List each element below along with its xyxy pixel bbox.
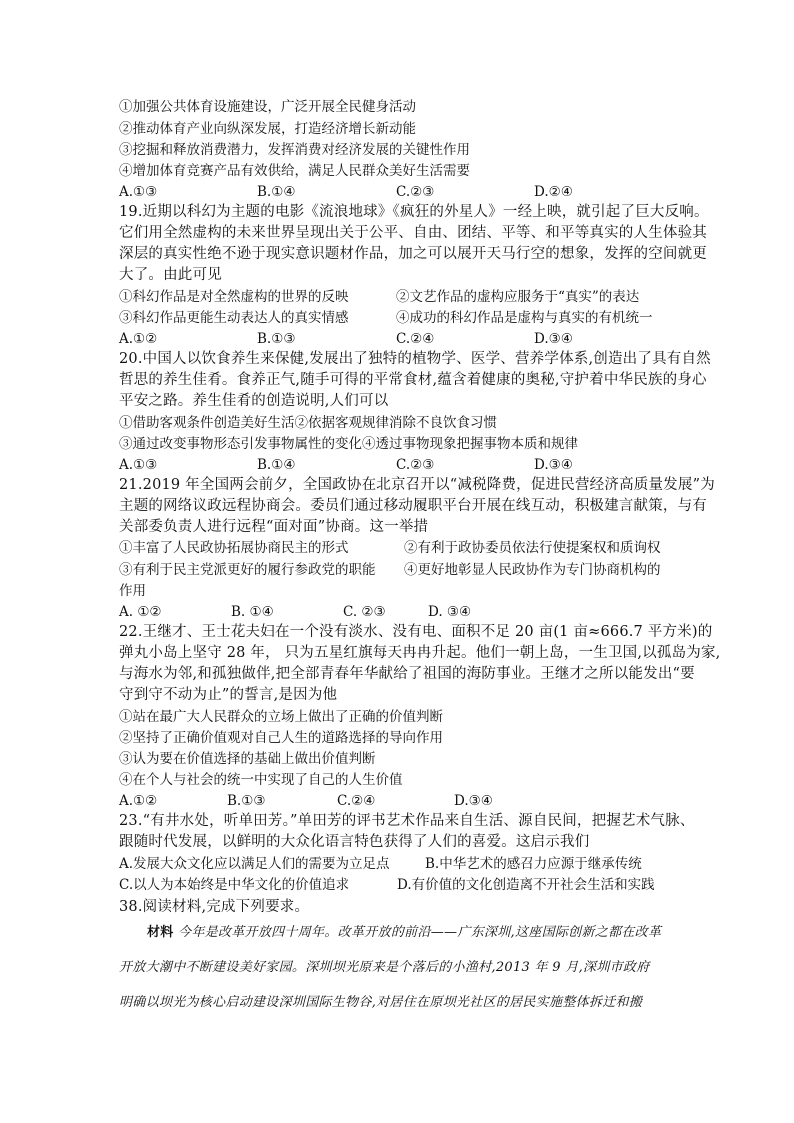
q18-statement-2: ②推动体育产业向纵深发展，打造经济增长新动能 [119,121,416,137]
q19-option-b: B.①③ [257,331,296,347]
q21-statement-4-continued: 作用 [119,583,146,599]
q19-option-c: C.②④ [396,331,435,347]
q19-option-a: A.①② [119,331,158,347]
q19-line-4: 大了。由此可见 [119,267,222,283]
q23-option-b: B.中华艺术的感召力应源于继承传统 [425,856,642,872]
q18-option-b: B.①④ [257,184,296,200]
q21-option-a: A. ①② [119,604,162,620]
q19-option-d: D.③④ [534,331,573,347]
q22-line-4: 守到守不动为止”的誓言,是因为他 [119,687,338,703]
q21-line-1: 21.2019 年全国两会前夕，全国政协在北京召开以“减税降费，促进民营经济高质量发展”为 [119,477,715,493]
q18-statement-4: ④增加体育竞赛产品有效供给，满足人民群众美好生活需要 [119,163,470,179]
q20-statements-1-2: ①借助客观条件创造美好生活②依据客观规律消除不良饮食习惯 [119,415,497,431]
q22-line-1: 22.王继才、王士花夫妇在一个没有淡水、没有电、面积不足 20 亩(1 亩≈666.7 平方米)的 [119,624,713,640]
q20-option-b: B.①④ [257,457,296,473]
q19-line-2: 它们用全然虚构的未来世界呈现出关于公平、自由、团结、平等、和平等真实的人生体验其 [119,225,707,241]
q21-option-b: B. ①④ [231,604,274,620]
q23-option-a: A.发展大众文化应以满足人们的需要为立足点 [119,856,390,872]
q18-option-d: D.②④ [534,184,573,200]
q18-statement-1: ①加强公共体育设施建设，广泛开展全民健身活动 [119,99,416,115]
q22-line-2: 弹丸小岛上坚守 28 年， 只为五星红旗每天冉冉升起。他们一朝上岛，一生卫国,以孤岛为家, [119,645,721,661]
q18-option-a: A.①③ [119,184,158,200]
q19-statement-2: ②文艺作品的虚构应服务于“真实”的表达 [396,289,640,305]
q22-statement-3: ③认为要在价值选择的基础上做出价值判断 [119,751,376,767]
q38-material-label: 材料 [147,925,174,940]
q21-line-2: 主题的网络议政远程协商会。委员们通过移动履职平台开展在线互动，积极建言献策，与有 [119,498,707,514]
q21-statement-4: ④更好地彰显人民政协作为专门协商机构的 [404,562,661,578]
q38-material-line-3: 明确以坝光为核心启动建设深圳国际生物谷,对居住在原坝光社区的居民实施整体拆迁和搬 [119,995,643,1010]
q38-material-line-1 [147,918,707,947]
q21-line-3: 关部委负责人进行远程“面对面”协商。这一举措 [119,519,429,535]
q20-line-2: 哲思的养生佳肴。食养正气,随手可得的平常食材,蕴含着健康的奥秘,守护着中华民族的身心 [119,372,707,388]
q20-option-d: D.③④ [534,457,573,473]
q23-option-c: C.以人为本始终是中华文化的价值追求 [119,877,350,893]
q22-statement-2: ②坚持了正确价值观对自己人生的道路选择的导向作用 [119,730,443,746]
q20-line-1: 20.中国人以饮食养生来保健,发展出了独特的植物学、医学、营养学体系,创造出了具有自然 [119,351,711,367]
q20-line-3: 平安之路。养生佳肴的创造说明,人们可以 [119,393,389,409]
q19-line-1: 19.近期以科幻为主题的电影《流浪地球》《疯狂的外星人》一经上映，就引起了巨大反响。 [119,204,709,220]
q22-statement-4: ④在个人与社会的统一中实现了自己的人生价值 [119,772,403,788]
q21-statement-2: ②有利于政协委员依法行使提案权和质询权 [404,540,661,556]
q22-statement-1: ①站在最广大人民群众的立场上做出了正确的价值判断 [119,709,443,725]
q19-statement-1: ①科幻作品是对全然虚构的世界的反映 [119,289,349,305]
q20-option-c: C.②③ [396,457,435,473]
q38-title: 38.阅读材料,完成下列要求。 [119,899,310,915]
q22-option-b: B.①③ [227,793,266,809]
q22-option-a: A.①② [119,793,158,809]
q21-statement-1: ①丰富了人民政协拓展协商民主的形式 [119,540,349,556]
q20-statements-3-4: ③通过改变事物形态引发事物属性的变化④透过事物现象把握事物本质和规律 [119,436,578,452]
q38-material-line-2: 开放大潮中不断建设美好家园。深圳坝光原来是个落后的小渔村,2013 年 9 月,深圳市政府 [119,960,650,975]
q22-line-3: 与海水为邻,和孤独做伴,把全部青春年华献给了祖国的海防事业。王继才之所以能发出“要 [119,666,695,682]
q19-statement-4: ④成功的科幻作品是虚构与真实的有机统一 [396,310,653,326]
q20-option-a: A.①③ [119,457,158,473]
q21-option-d: D. ③④ [428,604,472,620]
q18-option-c: C.②③ [396,184,435,200]
q21-statement-3: ③有利于民主党派更好的履行参政党的职能 [119,562,376,578]
q21-option-c: C. ②③ [343,604,386,620]
q23-line-2: 跟随时代发展，以鲜明的大众化语言特色获得了人们的喜爱。这启示我们 [119,834,590,850]
q38-material-text-1: 今年是改革开放四十周年。改革开放的前沿——广东深圳,这座国际创新之都在改革 [178,925,662,940]
q23-option-d: D.有价值的文化创造离不开社会生活和实践 [397,877,655,893]
q22-option-d: D.③④ [454,793,493,809]
q23-line-1: 23.“有井水处，听单田芳。”单田芳的评书艺术作品来自生活、源自民间，把握艺术气脉、 [119,813,695,829]
q19-line-3: 深层的真实性绝不逊于现实意识题材作品，加之可以展开天马行空的想象，发挥的空间就更 [119,246,707,262]
q22-option-c: C.②④ [337,793,376,809]
q19-statement-3: ③科幻作品更能生动表达人的真实情感 [119,310,349,326]
q18-statement-3: ③挖掘和释放消费潜力，发挥消费对经济发展的关键性作用 [119,142,470,158]
